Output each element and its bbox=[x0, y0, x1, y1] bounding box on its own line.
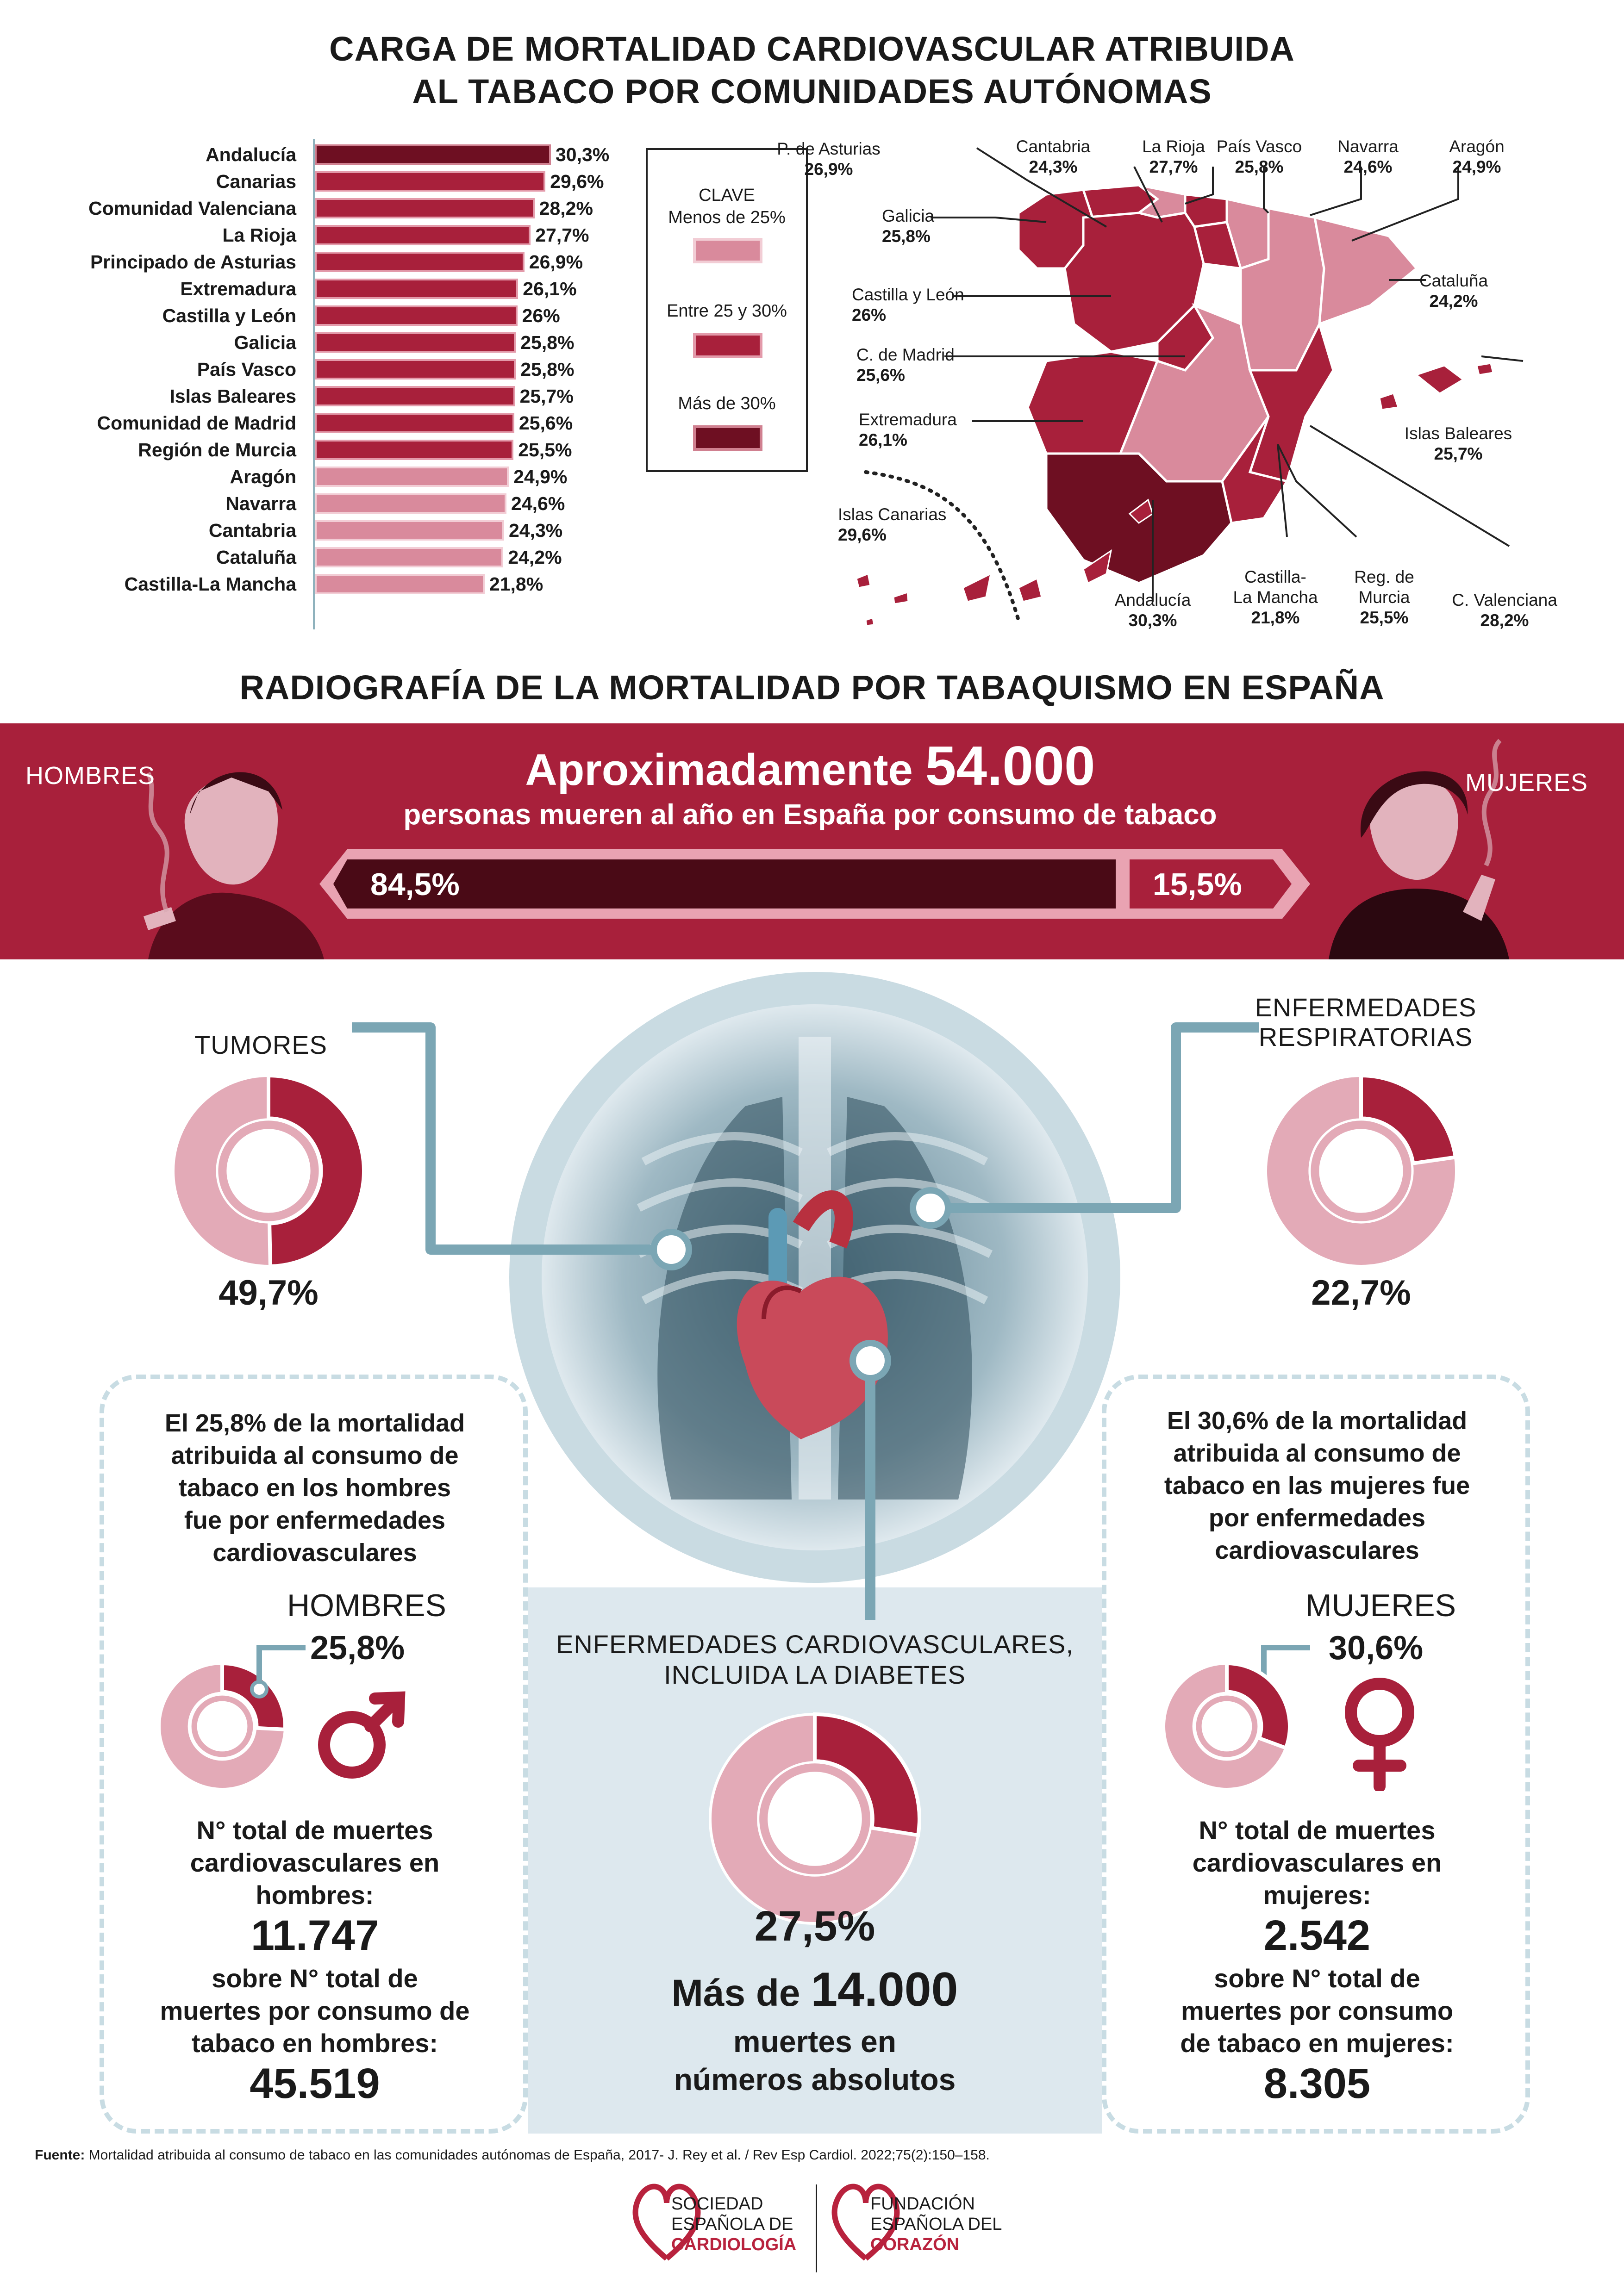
fec-logo-l1: FUNDACIÓN bbox=[870, 2194, 975, 2214]
bar-value-label: 24,9% bbox=[513, 466, 568, 487]
map-label: Islas Baleares 25,7% bbox=[1404, 424, 1512, 463]
bar-category-label: Galicia bbox=[234, 332, 296, 353]
map-label: Aragón 24,9% bbox=[1449, 137, 1505, 176]
donut-hole bbox=[757, 1761, 873, 1877]
banner-label-hombres: HOMBRES bbox=[25, 762, 156, 790]
map-label: Extremadura 26,1% bbox=[859, 410, 957, 449]
bar-category-label: Cantabria bbox=[208, 520, 296, 541]
sec-logo-l1: SOCIEDAD bbox=[671, 2194, 763, 2214]
bar-value-label: 26,1% bbox=[523, 278, 577, 299]
bar-value-label: 24,3% bbox=[509, 520, 563, 541]
men-over-label bbox=[106, 1962, 523, 2060]
legend-item-mid: Entre 25 y 30% bbox=[667, 301, 787, 321]
map-label: Navarra 24,6% bbox=[1337, 137, 1399, 176]
bar-category-label: País Vasco bbox=[197, 359, 296, 380]
cardio-donut bbox=[708, 1712, 921, 1925]
section2-title: RADIOGRAFÍA DE LA MORTALIDAD POR TABAQUISMO EN ESPAÑA bbox=[239, 668, 1385, 707]
women-over-l2: muertes por consumo bbox=[1181, 1996, 1454, 2025]
legend-title: CLAVE bbox=[699, 186, 755, 205]
cardio-pct: 27,5% bbox=[754, 1903, 875, 1950]
bar-value-label: 21,8% bbox=[489, 573, 543, 595]
bar-value-label: 26% bbox=[522, 305, 560, 326]
map-label: Islas Canarias 29,6% bbox=[838, 505, 947, 544]
women-paragraph-l3: tabaco en las mujeres fue bbox=[1164, 1472, 1470, 1500]
bar-category-label: Cataluña bbox=[216, 547, 296, 568]
women-over-label bbox=[1109, 1962, 1525, 2060]
banner-label-mujeres: MUJERES bbox=[1465, 769, 1588, 796]
source-label: Fuente: bbox=[35, 2147, 85, 2163]
women-paragraph-l1: El 30,6% de la mortalidad bbox=[1167, 1407, 1468, 1435]
men-over-l1: sobre N° total de bbox=[212, 1964, 418, 1993]
bar-category-label: Comunidad de Madrid bbox=[97, 412, 296, 434]
women-totals-l2: cardiovasculares en bbox=[1192, 1848, 1442, 1877]
men-paragraph-l4: fue por enfermedades bbox=[184, 1506, 446, 1534]
men-paragraph-l3: tabaco en los hombres bbox=[178, 1474, 451, 1502]
women-donut bbox=[1162, 1661, 1292, 1791]
cardio-sub-l1: muertes en bbox=[733, 2024, 897, 2059]
legend-item-low: Menos de 25% bbox=[668, 208, 786, 227]
men-tobacco-deaths: 45.519 bbox=[250, 2060, 380, 2107]
women-tobacco-deaths: 8.305 bbox=[1263, 2060, 1371, 2107]
fec-logo-l3: CORAZÓN bbox=[870, 2235, 960, 2254]
cardio-mas-de: Más de bbox=[671, 1972, 800, 2014]
men-totals-l1: N° total de muertes bbox=[196, 1816, 433, 1845]
women-cardio-deaths: 2.542 bbox=[1263, 1912, 1371, 1959]
map-label: Castilla- La Mancha 21,8% bbox=[1233, 567, 1318, 627]
men-share-label: 84,5% bbox=[370, 867, 460, 902]
main-title-line2: AL TABACO POR COMUNIDADES AUTÓNOMAS bbox=[412, 72, 1212, 111]
women-over-l3: de tabaco en mujeres: bbox=[1180, 2028, 1454, 2058]
women-share-label: 15,5% bbox=[1153, 867, 1242, 902]
map-label: Reg. de Murcia 25,5% bbox=[1354, 567, 1414, 627]
banner-headline-number: 54.000 bbox=[925, 735, 1095, 797]
small-donut-connector bbox=[259, 1648, 306, 1689]
men-over-l2: muertes por consumo de bbox=[160, 1996, 470, 2025]
cardio-absolute-sub bbox=[528, 2022, 1102, 2098]
women-totals-l3: mujeres: bbox=[1263, 1880, 1371, 1910]
main-title-line1: CARGA DE MORTALIDAD CARDIOVASCULAR ATRIBUIDA bbox=[329, 30, 1295, 68]
bar-value-label: 25,8% bbox=[520, 359, 575, 380]
bar-value-label: 25,7% bbox=[519, 386, 574, 407]
women-paragraph bbox=[1109, 1405, 1525, 1567]
bar-category-label: Navarra bbox=[225, 493, 296, 514]
men-paragraph-l2: atribuida al consumo de bbox=[171, 1442, 459, 1469]
bar-value-label: 26,9% bbox=[529, 251, 583, 273]
cardio-sub-l2: números absolutos bbox=[674, 2062, 956, 2097]
map-label: Cantabria 24,3% bbox=[1016, 137, 1091, 176]
cardio-absolute-headline bbox=[528, 1962, 1102, 2017]
map-label: P. de Asturias 26,9% bbox=[777, 139, 881, 179]
cardio-caption-l2: INCLUIDA LA DIABETES bbox=[664, 1660, 966, 1689]
legend-item-high: Más de 30% bbox=[678, 394, 776, 413]
men-totals-l3: hombres: bbox=[256, 1880, 374, 1910]
men-paragraph-l5: cardiovasculares bbox=[212, 1539, 417, 1567]
bar-value-label: 29,6% bbox=[550, 171, 604, 192]
men-pct: 25,8% bbox=[310, 1630, 405, 1667]
source-text: Mortalidad atribuida al consumo de tabaco en las comunidades autónomas de España, 2017- J. Rey et al. / Rev Esp Cardiol. 2022;75(2):150–158. bbox=[88, 2147, 990, 2163]
bar-category-label: Región de Murcia bbox=[138, 439, 296, 460]
cardio-mas-num: 14.000 bbox=[811, 1963, 958, 2016]
bar-value-label: 30,3% bbox=[556, 144, 610, 165]
women-totals-l1: N° total de muertes bbox=[1199, 1816, 1436, 1845]
men-totals-l2: cardiovasculares en bbox=[190, 1848, 440, 1877]
male-symbol-icon bbox=[310, 1685, 412, 1786]
men-cardio-deaths: 11.747 bbox=[250, 1912, 379, 1959]
map-label: País Vasco 25,8% bbox=[1216, 137, 1302, 176]
bar-category-label: Castilla y León bbox=[162, 305, 296, 326]
bar-category-label: Comunidad Valenciana bbox=[88, 198, 296, 219]
female-symbol-icon bbox=[1333, 1675, 1426, 1791]
women-heading: MUJERES bbox=[1305, 1588, 1456, 1623]
respiratorias-caption-l2: RESPIRATORIAS bbox=[1258, 1022, 1473, 1052]
women-totals-label bbox=[1109, 1814, 1525, 1911]
women-paragraph-l5: cardiovasculares bbox=[1215, 1537, 1419, 1564]
map-label: C. de Madrid 25,6% bbox=[856, 345, 955, 385]
fec-logo-text bbox=[870, 2194, 1002, 2255]
women-paragraph-l2: atribuida al consumo de bbox=[1173, 1439, 1461, 1467]
bar-category-label: Aragón bbox=[230, 466, 296, 487]
bar-category-label: Islas Baleares bbox=[169, 386, 296, 407]
bar-category-label: La Rioja bbox=[222, 224, 296, 246]
banner-subline: personas mueren al año en España por consumo de tabaco bbox=[403, 799, 1217, 831]
sec-logo-l2: ESPAÑOLA DE bbox=[671, 2215, 793, 2234]
men-heading: HOMBRES bbox=[287, 1588, 446, 1623]
men-paragraph-l1: El 25,8% de la mortalidad bbox=[164, 1409, 465, 1437]
donut-hole bbox=[1193, 1692, 1262, 1761]
sec-logo-l3: CARDIOLOGÍA bbox=[671, 2235, 797, 2254]
logo-divider bbox=[816, 2184, 817, 2272]
bar-category-label: Principado de Asturias bbox=[90, 251, 296, 273]
bar-category-label: Canarias bbox=[216, 171, 296, 192]
bar-value-label: 28,2% bbox=[539, 198, 593, 219]
fec-logo-l2: ESPAÑOLA DEL bbox=[870, 2215, 1002, 2234]
bar-value-label: 24,6% bbox=[511, 493, 565, 514]
bar-value-label: 27,7% bbox=[535, 224, 589, 246]
map-label: Cataluña 24,2% bbox=[1419, 271, 1488, 311]
map-label: Castilla y León 26% bbox=[852, 285, 964, 324]
sec-logo-text bbox=[671, 2194, 796, 2255]
bar-category-label: Castilla-La Mancha bbox=[124, 573, 296, 595]
bar-value-label: 24,2% bbox=[508, 547, 562, 568]
map-label: La Rioja 27,7% bbox=[1142, 137, 1205, 176]
cardio-caption-l1: ENFERMEDADES CARDIOVASCULARES, bbox=[556, 1630, 1074, 1659]
tumores-pct: 49,7% bbox=[219, 1273, 319, 1313]
respiratorias-pct: 22,7% bbox=[1311, 1273, 1411, 1313]
bar-value-label: 25,5% bbox=[518, 439, 572, 460]
banner-headline-prefix: Aproximadamente bbox=[525, 745, 913, 795]
bar-value-label: 25,8% bbox=[520, 332, 575, 353]
map-label: Andalucía 30,3% bbox=[1114, 591, 1191, 630]
men-over-l3: tabaco en hombres: bbox=[191, 2028, 438, 2058]
women-paragraph-l4: por enfermedades bbox=[1208, 1504, 1426, 1532]
small-donut-connector-dot bbox=[252, 1682, 267, 1697]
women-over-l1: sobre N° total de bbox=[1214, 1964, 1420, 1993]
respiratorias-caption-l1: ENFERMEDADES bbox=[1255, 993, 1477, 1022]
men-totals-label bbox=[106, 1814, 523, 1911]
bar-value-label: 25,6% bbox=[518, 412, 573, 434]
women-pct: 30,6% bbox=[1329, 1630, 1424, 1667]
map-label: C. Valenciana 28,2% bbox=[1452, 591, 1557, 630]
tumores-caption: TUMORES bbox=[194, 1030, 327, 1059]
bar-category-label: Extremadura bbox=[180, 278, 296, 299]
map-label: Galicia 25,8% bbox=[882, 206, 935, 246]
bar-category-label: Andalucía bbox=[206, 144, 296, 165]
cardio-caption bbox=[528, 1629, 1102, 1690]
source-note bbox=[35, 2147, 1609, 2163]
